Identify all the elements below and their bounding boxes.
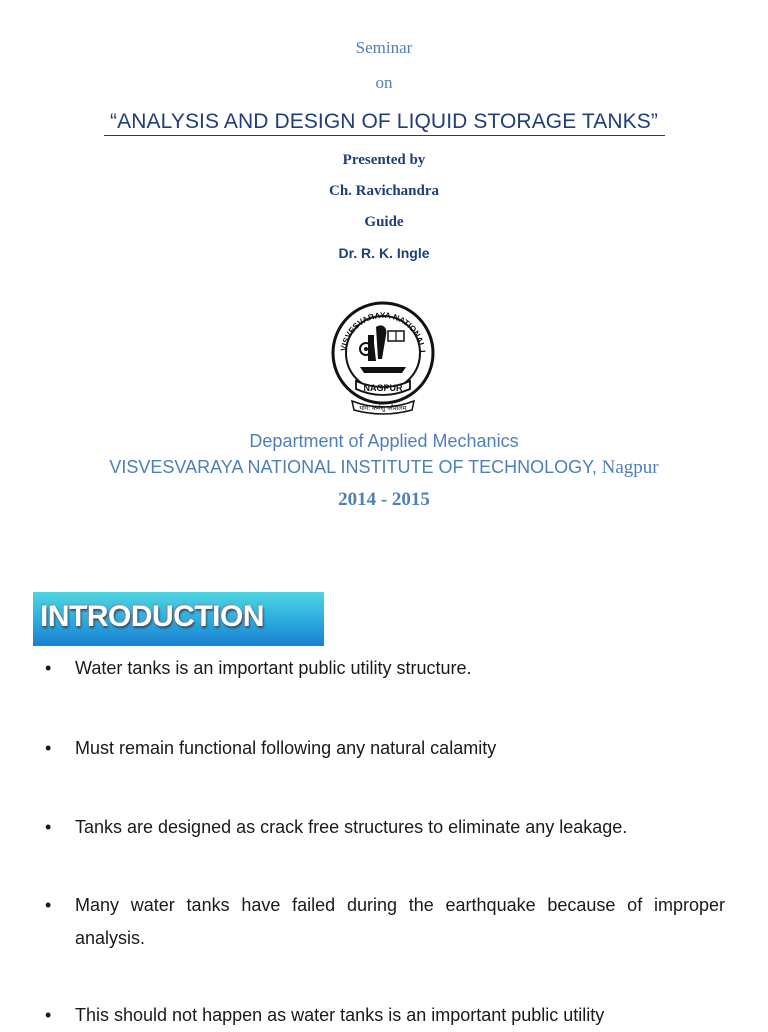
bullet-marker: • [45, 738, 52, 758]
list-item-text: Must remain functional following any natural calamity [75, 738, 497, 758]
seminar-label: Seminar [355, 38, 413, 57]
on-label: on [375, 73, 393, 92]
bullet-marker: • [45, 817, 52, 837]
list-item [45, 732, 725, 765]
list-item-text: This should not happen as water tanks is an important public utility [75, 1005, 605, 1025]
seal-city-text: NAGPUR [363, 383, 403, 393]
guide-label: Guide [364, 214, 404, 230]
introduction-heading: INTRODUCTION [40, 600, 264, 633]
department-name: Department of Applied Mechanics [249, 431, 519, 451]
presenter-name: Ch. Ravichandra [328, 183, 440, 199]
title-underline [104, 135, 665, 136]
list-item-text: Many water tanks have failed during the earthquake because of improper analysis. [75, 895, 725, 948]
seminar-title: “ANALYSIS AND DESIGN OF LIQUID STORAGE TANKS” [110, 110, 658, 133]
institute-seal-logo [330, 297, 436, 417]
seal-motto-text: योगः कर्मसु कौशलम् [359, 404, 407, 412]
institution-name: VISVESVARAYA NATIONAL INSTITUTE OF TECHNOLOGY, [109, 457, 597, 477]
presented-by-label: Presented by [342, 152, 426, 168]
list-item [45, 999, 725, 1032]
bullet-marker: • [45, 1005, 52, 1025]
list-item [45, 652, 725, 685]
bullet-marker: • [45, 895, 52, 915]
list-item-text: Tanks are designed as crack free structures to eliminate any leakage. [75, 817, 628, 837]
seal-institute-text: VISVESVARAYA NATIONAL I [339, 310, 427, 353]
bullet-marker: • [45, 658, 52, 678]
list-item-text: Water tanks is an important public utility structure. [75, 658, 472, 678]
list-item [45, 889, 725, 955]
list-item [45, 811, 725, 844]
institution-city: Nagpur [596, 457, 659, 478]
guide-name: Dr. R. K. Ingle [338, 245, 430, 261]
institution-line [0, 457, 768, 479]
academic-years: 2014 - 2015 [338, 489, 430, 510]
